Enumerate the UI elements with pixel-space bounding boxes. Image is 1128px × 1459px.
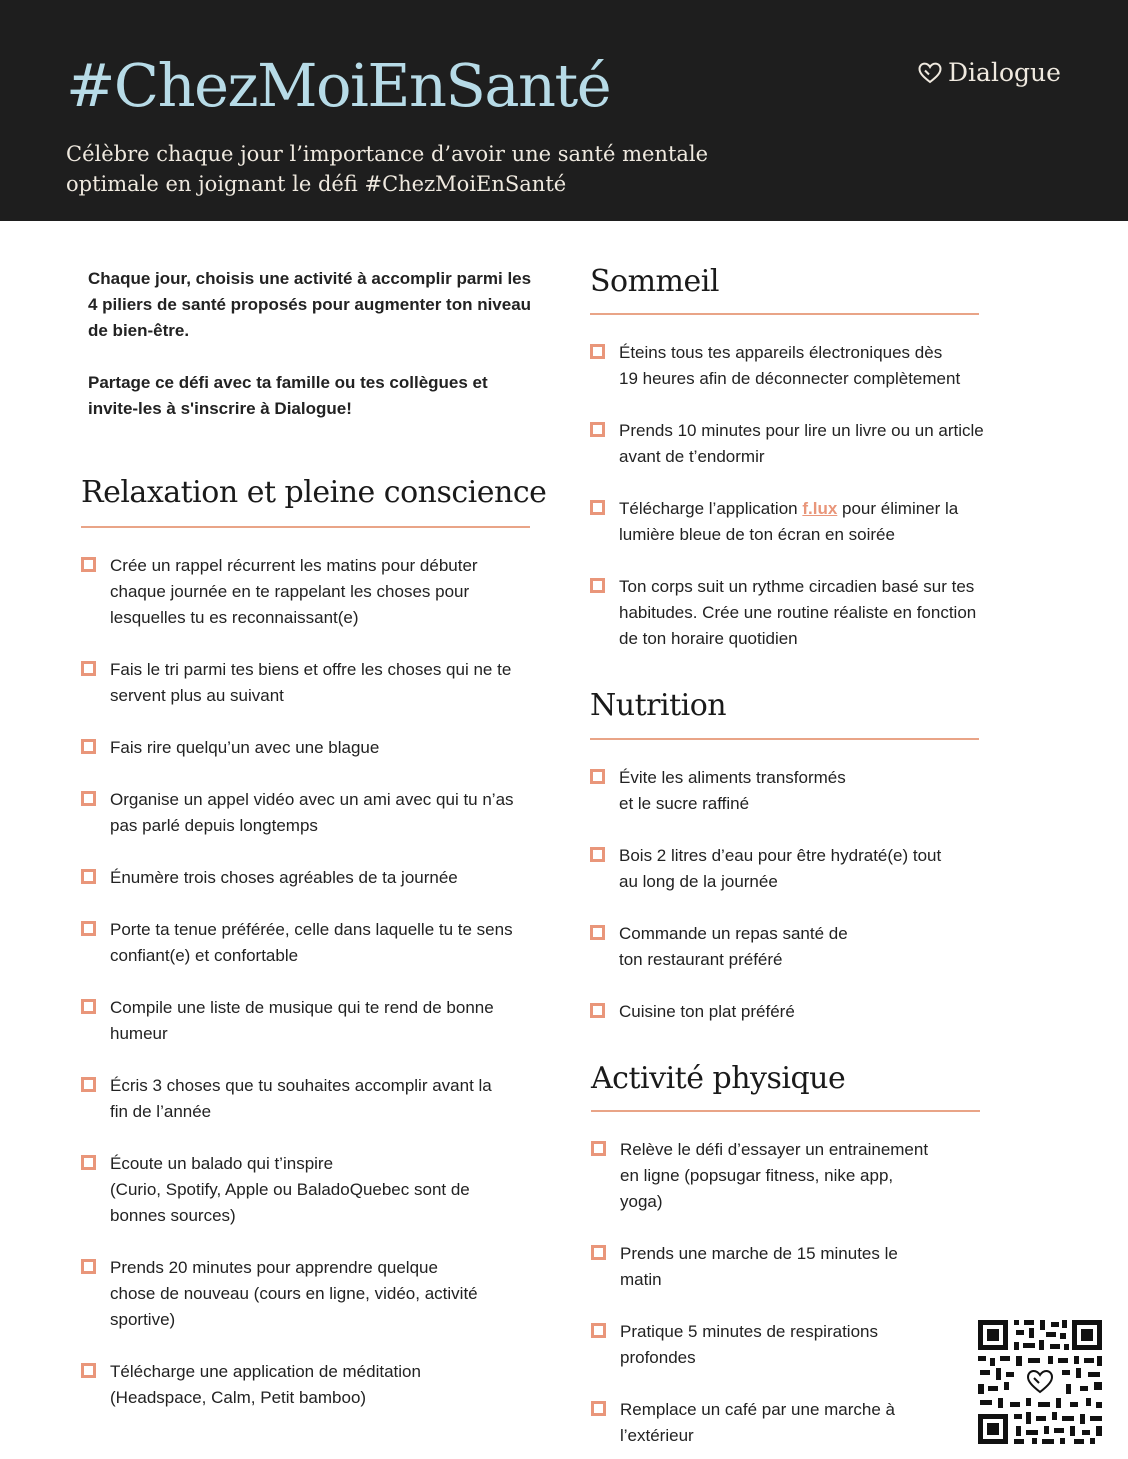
section-divider [591, 1110, 980, 1112]
list-item[interactable]: Ton corps suit un rythme circadien basé sur tes habitudes. Crée une routine réaliste en fonction de ton horaire quotidien [590, 574, 1030, 652]
section-nutrition [590, 686, 1030, 1025]
list-item[interactable]: Évite les aliments transformés et le sucre raffiné [590, 765, 1030, 817]
list-item[interactable]: Relève le défi d’essayer un entrainement en ligne (popsugar fitness, nike app, yoga) [591, 1137, 971, 1215]
list-item[interactable]: Commande un repas santé de ton restaurant préféré [590, 921, 1030, 973]
section-title-sommeil: Sommeil [590, 264, 719, 299]
list-item[interactable]: Énumère trois choses agréables de ta journée [81, 865, 551, 891]
checkbox-icon[interactable] [81, 661, 96, 676]
sommeil-list [590, 340, 1030, 652]
section-title-nutrition: Nutrition [590, 688, 727, 723]
intro-paragraph-2: Partage ce défi avec ta famille ou tes collègues et invite-les à s'inscrire à Dialogue! [88, 373, 488, 418]
list-item[interactable]: Télécharge l’application f.lux pour éliminer la lumière bleue de ton écran en soirée [590, 496, 1030, 548]
list-item[interactable]: Bois 2 litres d’eau pour être hydraté(e) tout au long de la journée [590, 843, 1030, 895]
checkbox-icon[interactable] [81, 1155, 96, 1170]
section-title-relaxation: Relaxation et pleine conscience [81, 475, 547, 510]
list-item[interactable]: Fais le tri parmi tes biens et offre les choses qui ne te servent plus au suivant [81, 657, 551, 709]
list-item[interactable]: Prends 20 minutes pour apprendre quelque chose de nouveau (cours en ligne, vidéo, activité sportive) [81, 1255, 551, 1333]
brand-logo[interactable] [918, 58, 1061, 87]
checkbox-icon[interactable] [81, 999, 96, 1014]
heart-icon [918, 62, 942, 84]
checkbox-icon[interactable] [81, 1077, 96, 1092]
brand-name: Dialogue [948, 58, 1061, 87]
checkbox-icon[interactable] [590, 344, 605, 359]
list-item[interactable]: Organise un appel vidéo avec un ami avec qui tu n’as pas parlé depuis longtemps [81, 787, 551, 839]
qr-code-icon[interactable] [976, 1318, 1104, 1446]
list-item[interactable]: Crée un rappel récurrent les matins pour débuter chaque journée en te rappelant les choses pour lesquelles tu es reconnaissant(e) [81, 553, 551, 631]
nutrition-list [590, 765, 1030, 1025]
relaxation-list [81, 553, 551, 1411]
checkbox-icon[interactable] [590, 769, 605, 784]
checkbox-icon[interactable] [591, 1401, 606, 1416]
checkbox-icon[interactable] [81, 869, 96, 884]
list-item[interactable]: Porte ta tenue préférée, celle dans laquelle tu te sens confiant(e) et confortable [81, 917, 551, 969]
list-item[interactable]: Écoute un balado qui t’inspire (Curio, Spotify, Apple ou BaladoQuebec sont de bonnes sources) [81, 1151, 551, 1229]
list-item[interactable]: Écris 3 choses que tu souhaites accomplir avant la fin de l’année [81, 1073, 551, 1125]
list-item[interactable]: Compile une liste de musique qui te rend de bonne humeur [81, 995, 551, 1047]
section-relaxation [81, 473, 551, 1411]
checkbox-icon[interactable] [591, 1245, 606, 1260]
flux-link[interactable]: f.lux [802, 499, 838, 518]
checkbox-icon[interactable] [81, 791, 96, 806]
header-banner [0, 0, 1128, 221]
checkbox-icon[interactable] [81, 921, 96, 936]
checkbox-icon[interactable] [81, 557, 96, 572]
activite-list [591, 1137, 971, 1449]
section-title-activite: Activité physique [591, 1061, 846, 1096]
intro-paragraph-1: Chaque jour, choisis une activité à accomplir parmi les 4 piliers de santé proposés pour augmenter ton niveau de bien-être. [88, 269, 532, 340]
checkbox-icon[interactable] [81, 1363, 96, 1378]
section-sommeil [590, 262, 1030, 652]
checkbox-icon[interactable] [590, 847, 605, 862]
section-divider [590, 738, 979, 740]
checkbox-icon[interactable] [591, 1323, 606, 1338]
section-divider [590, 313, 979, 315]
checkbox-icon[interactable] [81, 1259, 96, 1274]
checkbox-icon[interactable] [590, 1003, 605, 1018]
list-item[interactable]: Prends une marche de 15 minutes le matin [591, 1241, 971, 1293]
checkbox-icon[interactable] [590, 925, 605, 940]
checkbox-icon[interactable] [590, 578, 605, 593]
list-item[interactable]: Pratique 5 minutes de respirations profondes [591, 1319, 971, 1371]
checkbox-icon[interactable] [590, 422, 605, 437]
checkbox-icon[interactable] [590, 500, 605, 515]
list-item[interactable]: Éteins tous tes appareils électroniques dès 19 heures afin de déconnecter complètement [590, 340, 1030, 392]
page-subtitle: Célèbre chaque jour l’importance d’avoir une santé mentale optimale en joignant le défi #ChezMoiEnSanté [66, 142, 709, 196]
list-item[interactable]: Remplace un café par une marche à l’extérieur [591, 1397, 971, 1449]
list-item[interactable]: Cuisine ton plat préféré [590, 999, 1030, 1025]
section-divider [81, 526, 530, 528]
checkbox-icon[interactable] [591, 1141, 606, 1156]
page-title: #ChezMoiEnSanté [66, 51, 611, 120]
list-item[interactable]: Fais rire quelqu’un avec une blague [81, 735, 551, 761]
list-item[interactable]: Prends 10 minutes pour lire un livre ou un article avant de t’endormir [590, 418, 1030, 470]
checkbox-icon[interactable] [81, 739, 96, 754]
section-activite [591, 1059, 971, 1449]
list-item[interactable]: Télécharge une application de méditation (Headspace, Calm, Petit bamboo) [81, 1359, 551, 1411]
intro-text [88, 266, 538, 422]
